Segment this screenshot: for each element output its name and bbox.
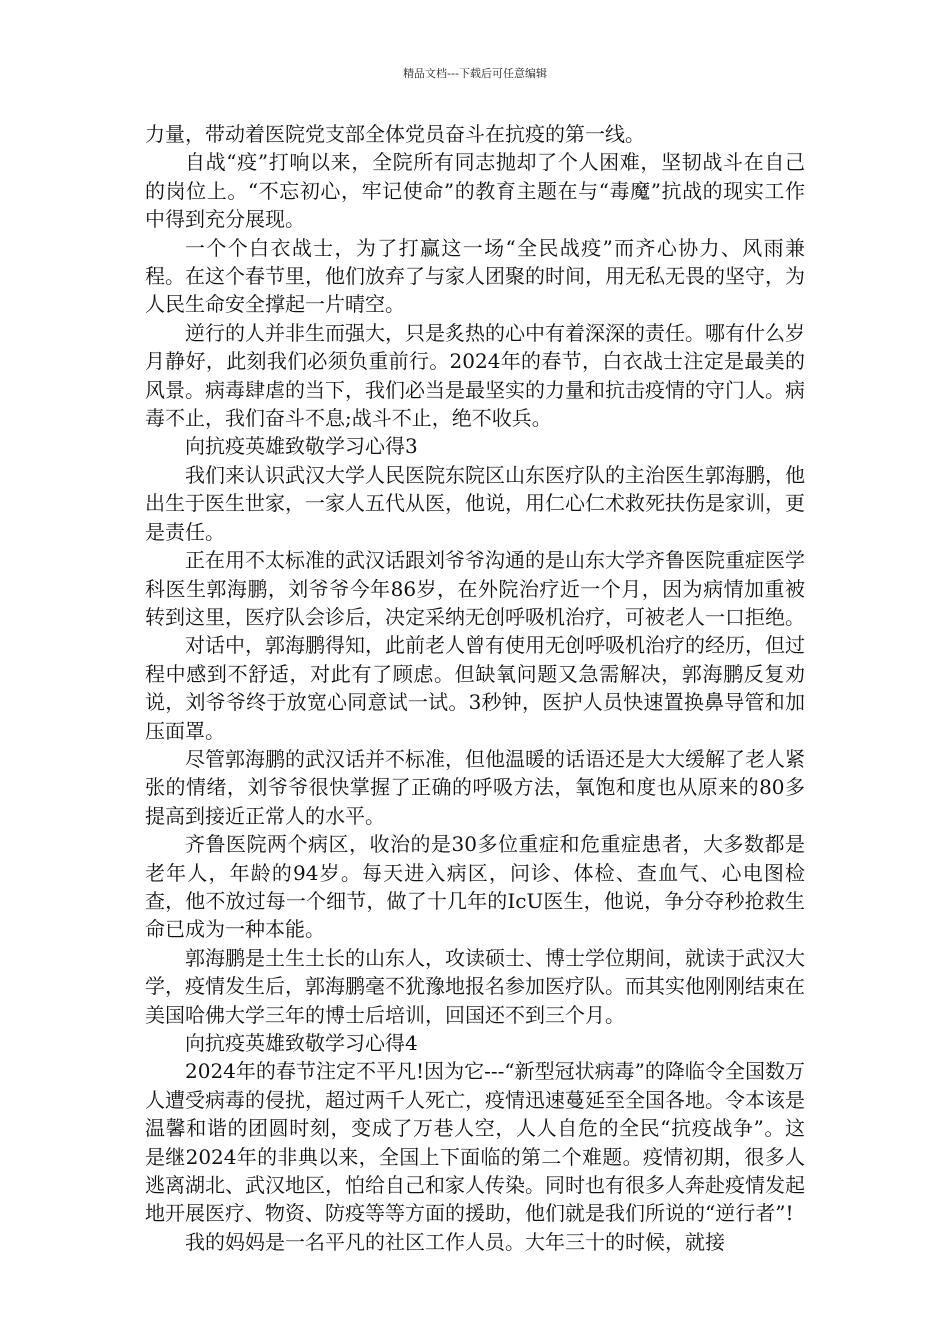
page-header: 精品文档---下载后可任意编辑 bbox=[403, 67, 547, 80]
paragraph: 对话中，郭海鹏得知，此前老人曾有使用无创呼吸机治疗的经历，但过程中感到不舒适，对此有了顾虑。但缺氧问题又急需解决，郭海鹏反复劝说，刘爷爷终于放宽心同意试一试。3秒钟，医护人员快速置换鼻导管和加压面罩。 bbox=[145, 633, 805, 743]
paragraph: 力量，带动着医院党支部全体党员奋斗在抗疫的第一线。 bbox=[145, 122, 645, 146]
paragraph: 2024年的春节注定不平凡!因为它---“新型冠状病毒”的降临令全国数万人遭受病毒的侵扰，超过两千人死亡，疫情迅速蔓延至全国各地。令本该是温馨和谐的团圆时刻，变成了万巷人空，人人自危的全民“抗疫战争”。这是继2024年的非典以来，全国上下面临的第二个难题。疫情初期，很多人逃离湖北、武汉地区，怕给自己和家人传染。同时也有很多人奔赴疫情发起地开展医疗、物资、防疫等等方面的援助，他们就是我们所说的“逆行者”! bbox=[145, 1059, 805, 1226]
paragraph: 尽管郭海鹏的武汉话并不标准，但他温暖的话语还是大大缓解了老人紧张的情绪，刘爷爷很快掌握了正确的呼吸方法，氧饱和度也从原来的80多提高到接近正常人的水平。 bbox=[145, 746, 805, 828]
paragraph: 郭海鹏是土生土长的山东人，攻读硕士、博士学位期间，就读于武汉大学，疫情发生后，郭海鹏毫不犹豫地报名参加医疗队。而其实他刚刚结束在美国哈佛大学三年的博士后培训，回国还不到三个月。 bbox=[145, 945, 805, 1027]
paragraph: 逆行的人并非生而强大，只是炙热的心中有着深深的责任。哪有什么岁月静好，此刻我们必须负重前行。2024年的春节，白衣战士注定是最美的风景。病毒肆虐的当下，我们必当是最坚实的力量和抗击疫情的守门人。病毒不止，我们奋斗不息;战斗不止，绝不收兵。 bbox=[145, 320, 805, 431]
section-heading: 向抗疫英雄致敬学习心得3 bbox=[185, 434, 418, 459]
paragraph: 齐鲁医院两个病区，收治的是30多位重症和危重症患者，大多数都是老年人，年龄的94岁。每天进入病区，问诊、体检、查血气、心电图检查，他不放过每一个细节，做了十几年的IcU医生，他说，争分夺秒抢救生命已成为一种本能。 bbox=[145, 832, 805, 942]
document-body bbox=[145, 120, 805, 1256]
paragraph: 我们来认识武汉大学人民医院东院区山东医疗队的主治医生郭海鹏，他出生于医生世家，一家人五代从医，他说，用仁心仁术救死扶伤是家训，更是责任。 bbox=[145, 462, 805, 544]
paragraph: 我的妈妈是一名平凡的社区工作人员。大年三十的时候，就接 bbox=[185, 1229, 725, 1254]
paragraph: 自战“疫”打响以来，全院所有同志抛却了个人困难，坚韧战斗在自己的岗位上。“不忘初心，牢记使命”的教育主题在与“毒魔”抗战的现实工作中得到充分展现。 bbox=[145, 150, 805, 232]
section-heading: 向抗疫英雄致敬学习心得4 bbox=[185, 1031, 418, 1055]
paragraph: 正在用不太标准的武汉话跟刘爷爷沟通的是山东大学齐鲁医院重症医学科医生郭海鹏，刘爷爷今年86岁，在外院治疗近一个月，因为病情加重被转到这里，医疗队会诊后，决定采纳无创呼吸机治疗，可被老人一口拒绝。 bbox=[145, 548, 805, 629]
paragraph: 一个个白衣战士，为了打赢这一场“全民战疫”而齐心协力、风雨兼程。在这个春节里，他们放弃了与家人团聚的时间，用无私无畏的坚守，为人民生命安全撑起一片晴空。 bbox=[145, 235, 805, 317]
